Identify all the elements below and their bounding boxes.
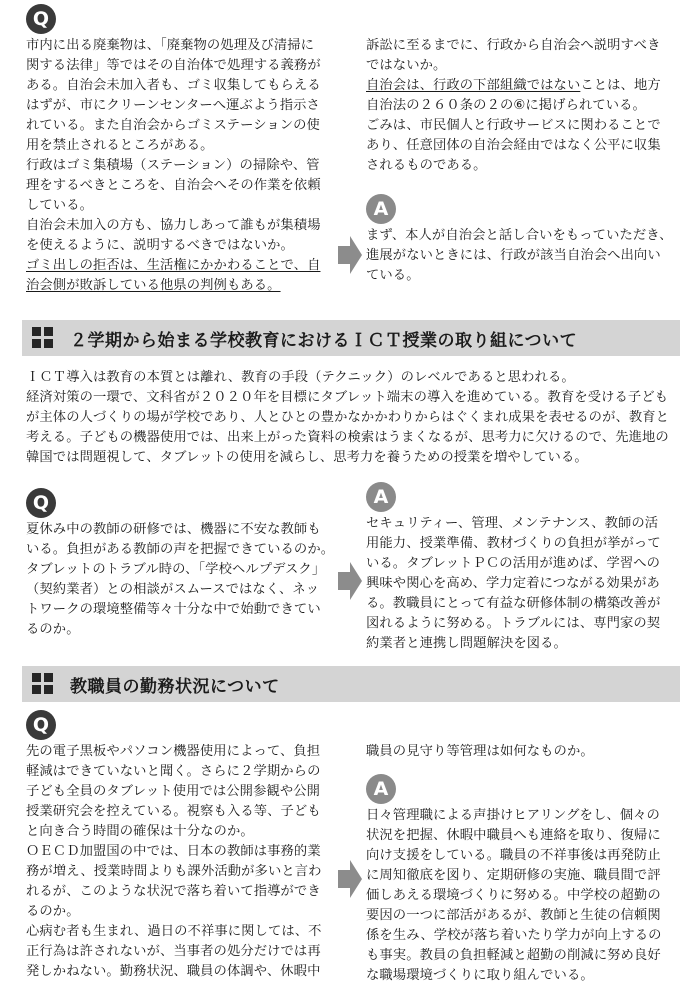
- text-line: 関する法律」等ではその自治体で処理する義務が: [26, 58, 321, 73]
- question-badge: Q: [26, 4, 56, 34]
- text-line: 発しかねない。勤務状況、職員の体調や、休暇中: [26, 964, 321, 979]
- text-line: 子ども全員のタブレット使用では公開参観や公開: [26, 784, 321, 799]
- text-line: タブレットのトラブル時の、「学校ヘルプデスク」: [26, 562, 326, 577]
- text-line: 授業研究会を控えている。視察も入る等、子ども: [26, 804, 321, 819]
- grid-bullet-icon: [32, 327, 54, 349]
- text-line: 経済対策の一環で、文科省が２０２０年を目標にタブレット端末の導入を進めている。教育を受ける子ども: [26, 390, 669, 405]
- section-header: [22, 320, 680, 356]
- text-span: ことは、地方: [580, 78, 661, 93]
- text-line: 市内に出る廃棄物は、「廃棄物の処理及び清掃に: [26, 38, 315, 53]
- text-line: ている。: [366, 268, 420, 283]
- text-line: 図れるように努める。トラブルには、専門家の契: [366, 616, 661, 631]
- text-line: 考える。子どもの機器使用では、出来上がった資料の検索はうまくなるが、思考力に欠けるので、先進地の: [26, 430, 669, 445]
- text-line: 先の電子黒板やパソコン機器使用によって、負担: [26, 744, 321, 759]
- underlined-phrase: 自治会は、行政の下部組織ではない: [366, 78, 581, 93]
- text-line: 状況を把握、休暇中職員へも連絡を取り、復帰に: [366, 828, 661, 843]
- text-line: を使えるように、説明するべきではないか。: [26, 238, 294, 253]
- text-line: な職場環境づくりに取り組んでいる。: [366, 968, 594, 983]
- text-line: いる。負担がある教師の声を把握できているのか。: [26, 542, 335, 557]
- text-line: が主体の人づくりの場が学校であり、人とひとの豊かなかかわりからはぐくまれ成果を表せるのが、教育と: [26, 410, 670, 425]
- text-line: 行政はゴミ集積場（ステーション）の掃除や、管: [26, 158, 320, 173]
- text-line: されるものである。: [366, 158, 487, 173]
- underlined-text-line: ゴミ出しの拒否は、生活権にかかわることで、自: [26, 258, 321, 273]
- text-line: 夏休み中の教師の研修では、機器に不安な教師も: [26, 522, 321, 537]
- arrow-right-icon: [338, 860, 362, 898]
- text-line: 務が増え、授業時間よりも課外活動が多いと言わ: [26, 864, 322, 879]
- text-line: 興味や関心を高め、学力定着につながる効果があ: [366, 576, 660, 591]
- section-intro: [26, 368, 686, 468]
- question-badge: Q: [26, 488, 56, 518]
- text-line: 韓国では問題視して、タブレットの使用を減らし、思考力を養うための授業を増やしている。: [26, 450, 588, 465]
- text-line: れている。また自治会からゴミステーションの使: [26, 118, 320, 133]
- text-line: 正行為は許されないが、当事者の処分だけでは再: [26, 944, 321, 959]
- text-line: 自治法の２６０条の２の⑥に掲げられている。: [366, 98, 646, 113]
- text-line: （契約業者）との相談がスムースではなく、ネッ: [26, 582, 320, 597]
- text-line: 用能力、授業準備、教材づくりの負担が挙がって: [366, 536, 661, 551]
- section-title: 教職員の勤務状況について: [70, 676, 280, 697]
- question-text-continued: [366, 742, 686, 762]
- section-header: [22, 666, 680, 702]
- text-line: 用を禁止されるところがある。: [26, 138, 214, 153]
- question-badge: Q: [26, 710, 56, 740]
- text-line: あり、任意団体の自治会経由ではなく公平に収集: [366, 138, 661, 153]
- underlined-text-line: 治会側が敗訴している他県の判例もある。: [26, 278, 281, 293]
- text-line: 理をするべきところを、自治会へその作業を依頼: [26, 178, 321, 193]
- text-line: れるが、このような状況で落ち着いて指導ができ: [26, 884, 321, 899]
- answer-text: [366, 226, 686, 286]
- answer-badge: A: [366, 482, 396, 512]
- text-line: るのか。: [26, 622, 80, 637]
- text-line: 軽減はできていないと聞く。さらに２学期からの: [26, 764, 321, 779]
- text-line: トワークの環境整備等々十分な中で始動できてい: [26, 602, 321, 617]
- text-line: る。教職員にとって有益な研修体制の構築改善が: [366, 596, 661, 611]
- text-line: セキュリティー、管理、メンテナンス、教師の活: [366, 516, 659, 531]
- answer-badge: A: [366, 774, 396, 804]
- text-line: るのか。: [26, 904, 80, 919]
- text-line: 要因の一つに部活があるが、教師と生徒の信頼関: [366, 908, 661, 923]
- text-line: も事実。教員の負担軽減と超勤の削減に努め良好: [366, 948, 661, 963]
- answer-text: [366, 514, 686, 654]
- answer-badge: A: [366, 194, 396, 224]
- text-line: はずが、市にクリーンセンターへ運ぶよう指示さ: [26, 98, 320, 113]
- answer-text: [366, 806, 686, 986]
- text-line: ごみは、市民個人と行政サービスに関わることで: [366, 118, 661, 133]
- text-line: 自治会未加入の方も、協力しあって誰もが集積場: [26, 218, 321, 233]
- text-line: ある。自治会未加入者も、ゴミ収集してもらえる: [26, 78, 321, 93]
- text-line: 訴訟に至るまでに、行政から自治会へ説明すべき: [366, 38, 661, 53]
- text-line: まず、本人が自治会と話し合いをもっていただき、: [366, 228, 673, 243]
- arrow-right-icon: [338, 236, 362, 274]
- text-line: 日々管理職による声掛けヒアリングをし、個々の: [366, 808, 660, 823]
- section-title: ２学期から始まる学校教育におけるＩＣＴ授業の取り組について: [70, 330, 578, 351]
- text-line: いる。タブレットＰＣの活用が進めば、学習への: [366, 556, 661, 571]
- text-line: 係を生み、学校が落ち着いたり学力が向上するの: [366, 928, 662, 943]
- text-line: 約業者と連携し問題解決を図る。: [366, 636, 567, 651]
- text-line: と向き合う時間の確保は十分なのか。: [26, 824, 254, 839]
- arrow-right-icon: [338, 562, 362, 600]
- question-text: [26, 36, 346, 296]
- question-text: [26, 520, 346, 640]
- text-line: 向け支援をしている。職員の不祥事後は再発防止: [366, 848, 661, 863]
- text-line: している。: [26, 198, 93, 213]
- text-line: 心病む者も生まれ、過日の不祥事に関しては、不: [26, 924, 322, 939]
- text-line: 進展がないときには、行政が該当自治会へ出向い: [366, 248, 661, 263]
- grid-bullet-icon: [32, 673, 54, 695]
- text-line: に周知徹底を図り、定期研修の実施、職員間で評: [366, 868, 661, 883]
- text-line: 価しあえる環境づくりに努める。中学校の超勤の: [366, 888, 661, 903]
- text-line: [366, 76, 686, 96]
- text-line: ではないか。: [366, 58, 447, 73]
- question-text-continued: [366, 36, 686, 176]
- question-text: [26, 742, 346, 982]
- text-line: ＯＥＣＤ加盟国の中では、日本の教師は事務的業: [26, 844, 321, 859]
- text-line: 職員の見守り等管理は如何なものか。: [366, 744, 594, 759]
- text-line: ＩＣＴ導入は教育の本質とは離れ、教育の手段（テクニック）のレベルであると思われる。: [26, 370, 575, 385]
